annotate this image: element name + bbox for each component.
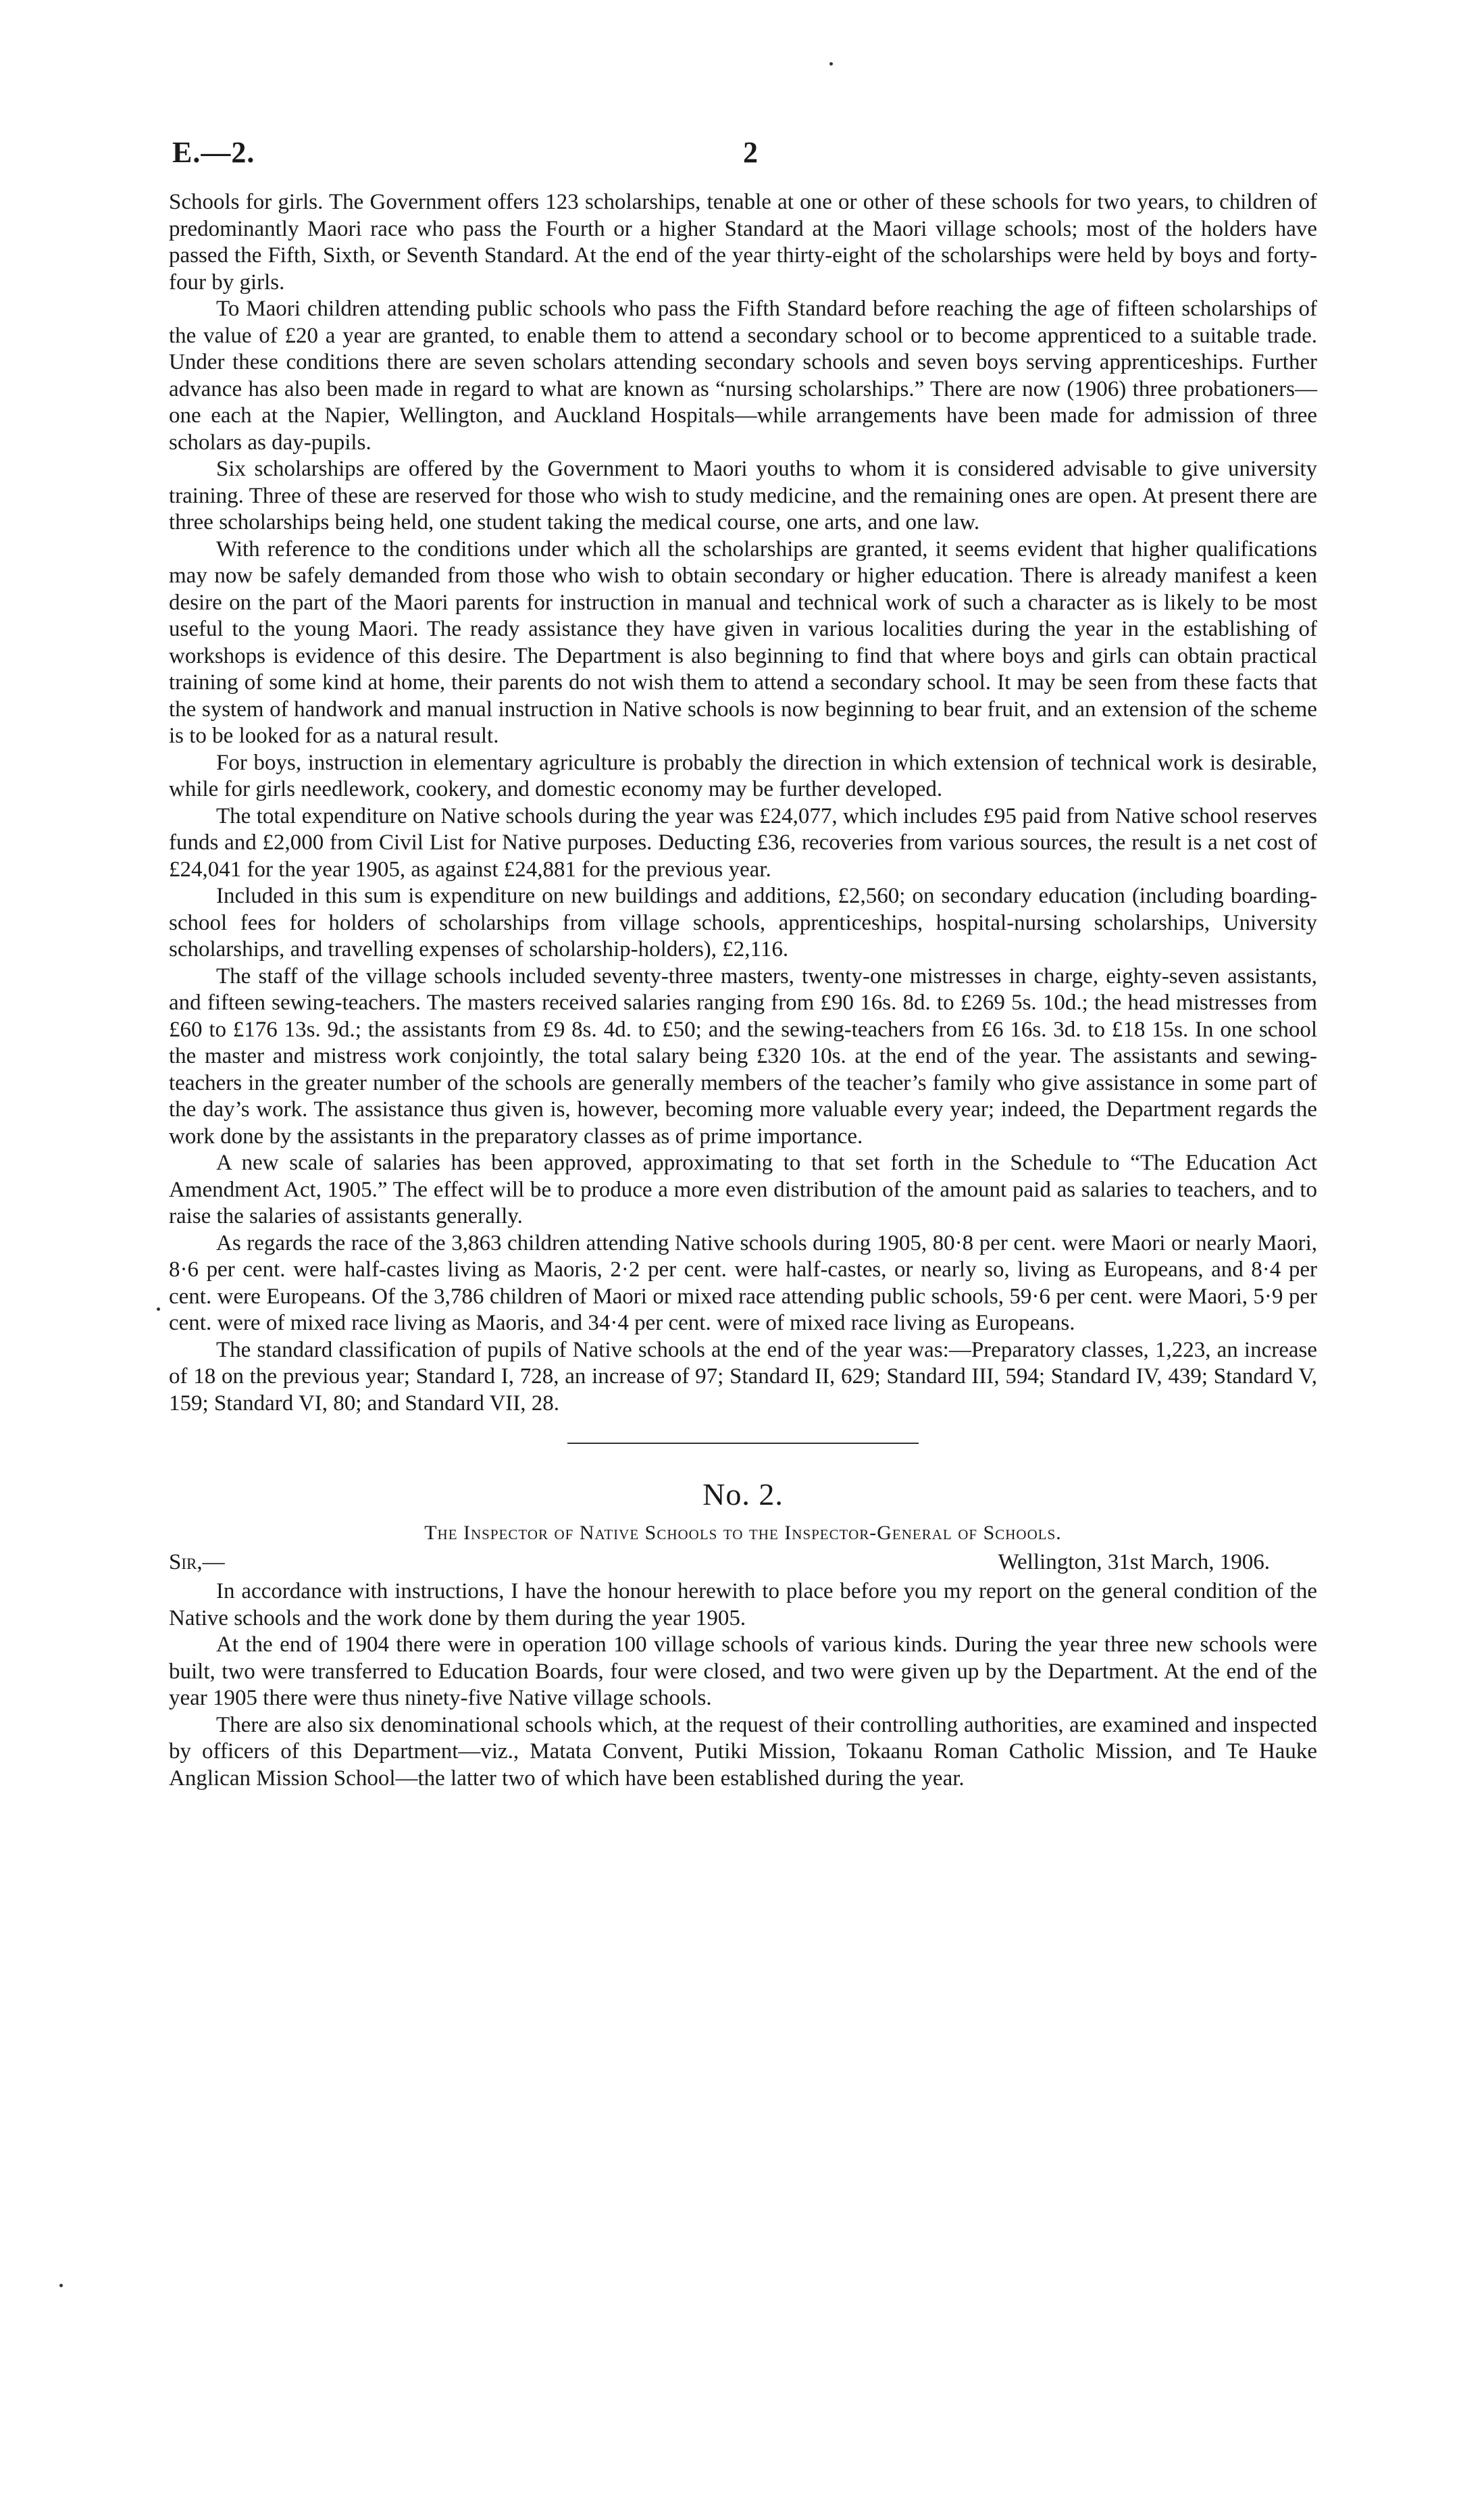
paragraph: As regards the race of the 3,863 children attending Native schools during 1905, 80·8 per cent. were Maori or nearly Maori, 8·6 per cent. were half-castes living as Maoris, 2·2 per cent. were half-castes, or nearly so, living as Europeans, and 8·4 per cent. were Europeans. Of the 3,786 children of Maori or mixed race attending public schools, 59·6 per cent. were Maori, 5·9 per cent. were of mixed race living as Maoris, and 34·4 per cent. were of mixed race living as Europeans. bbox=[169, 1230, 1317, 1335]
section-number: No. 2. bbox=[702, 1477, 784, 1512]
scan-speck bbox=[59, 2284, 63, 2287]
salutation-row bbox=[169, 1550, 1317, 1578]
dateline: Wellington, 31st March, 1906. bbox=[998, 1550, 1270, 1574]
paragraph: Six scholarships are offered by the Government to Maori youths to whom it is considered advisable to give university training. Three of these are reserved for those who wish to study medicine, and the remaining ones are open. At present there are three scholarships being held, one student taking the medical course, one arts, and one law. bbox=[169, 457, 1317, 534]
paragraph: The staff of the village schools included seventy-three masters, twenty-one mistresses in charge, eighty-seven assistants, and fifteen sewing-teachers. The masters received salaries ranging from £90 16s. 8d. to £269 5s. 10d.; the head mistresses from £60 to £176 13s. 9d.; the assistants from £9 8s. 4d. to £50; and the sewing-teachers from £6 16s. 3d. to £18 15s. In one school the master and mistress work conjointly, the total salary being £320 10s. at the end of the year. The assistants and sewing-teachers in the greater number of the schools are generally members of the teacher’s family who give assistance in some part of the day’s work. The assistance thus given is, however, becoming more valuable every year; indeed, the Department regards the work done by the assistants in the preparatory classes as of prime importance. bbox=[169, 964, 1317, 1149]
paragraph: For boys, instruction in elementary agriculture is probably the direction in which extension of technical work is desirable, while for girls needlework, cookery, and domestic economy may be further developed. bbox=[169, 750, 1317, 801]
page-number: 2 bbox=[743, 136, 758, 169]
paragraph: Schools for girls. The Government offers 123 scholarships, tenable at one or other of these schools for two years, to children of predominantly Maori race who pass the Fourth or a higher Standard at the Maori village schools; most of the holders have passed the Fifth, Sixth, or Seventh Standard. At the end of the year thirty-eight of the scholarships were held by boys and forty-four by girls. bbox=[169, 190, 1317, 295]
letter-body bbox=[169, 1578, 1317, 1792]
paragraph: A new scale of salaries has been approved, approximating to that set forth in the Schedule to “The Education Act Amendment Act, 1905.” The effect will be to produce a more even distribution of the amount paid as salaries to teachers, and to raise the salaries of assistants generally. bbox=[169, 1151, 1317, 1228]
report-body bbox=[169, 189, 1317, 1417]
letter-heading: The Inspector of Native Schools to the Inspector-General of Schools. bbox=[424, 1522, 1062, 1544]
salutation: Sir,— bbox=[169, 1550, 225, 1574]
paragraph: With reference to the conditions under which all the scholarships are granted, it seems evident that higher qualifications may now be safely demanded from those who wish to obtain secondary or higher education. There is already manifest a keen desire on the part of the Maori parents for instruction in manual and technical work of such a character as is likely to be most useful to the young Maori. The ready assistance they have given in various localities during the year in the establishing of workshops is evidence of this desire. The Department is also beginning to find that where boys and girls can obtain practical training of some kind at home, their parents do not wish them to attend a secondary school. It may be seen from these facts that the system of handwork and manual instruction in Native schools is now beginning to bear fruit, and an extension of the scheme is to be looked for as a natural result. bbox=[169, 536, 1317, 748]
section-divider bbox=[567, 1443, 919, 1444]
paragraph: There are also six denominational schools which, at the request of their controlling authorities, are examined and inspected by officers of this Department—viz., Matata Convent, Putiki Mission, Tokaanu Roman Catholic Mission, and Te Hauke Anglican Mission School—the latter two of which have been established during the year. bbox=[169, 1712, 1317, 1791]
page-header bbox=[169, 135, 1317, 182]
scan-speck bbox=[157, 1307, 160, 1311]
paragraph: In accordance with instructions, I have the honour herewith to place before you my report on the general condition of the Native schools and the work done by them during the year 1905. bbox=[169, 1579, 1317, 1630]
paragraph: To Maori children attending public schools who pass the Fifth Standard before reaching the age of fifteen scholarships of the value of £20 a year are granted, to enable them to attend a secondary school or to become apprenticed to a suitable trade. Under these conditions there are seven scholars attending secondary schools and seven boys serving apprenticeships. Further advance has also been made in regard to what are known as “nursing scholarships.” There are now (1906) three probationers—one each at the Napier, Wellington, and Auckland Hospitals—while arrangements have been made for admission of three scholars as day-pupils. bbox=[169, 297, 1317, 455]
document-reference: E.—2. bbox=[172, 136, 255, 169]
paragraph: Included in this sum is expenditure on new buildings and additions, £2,560; on secondary education (including boarding-school fees for holders of scholarships from village schools, apprenticeships, hospital-nursing scholarships, University scholarships, and travelling expenses of scholarship-holders), £2,116. bbox=[169, 884, 1317, 961]
document-page bbox=[169, 135, 1317, 1792]
paragraph: The total expenditure on Native schools during the year was £24,077, which includes £95 paid from Native school reserves funds and £2,000 from Civil List for Native purposes. Deducting £36, recoveries from various sources, the result is a net cost of £24,041 for the year 1905, as against £24,881 for the previous year. bbox=[169, 803, 1317, 882]
scan-speck bbox=[829, 62, 833, 66]
paragraph: At the end of 1904 there were in operation 100 village schools of various kinds. During the year three new schools were built, two were transferred to Education Boards, four were closed, and two were given up by the Department. At the end of the year 1905 there were thus ninety-five Native village schools. bbox=[169, 1632, 1317, 1710]
paragraph: The standard classification of pupils of Native schools at the end of the year was:—Preparatory classes, 1,223, an increase of 18 on the previous year; Standard I, 728, an increase of 97; Standard II, 629; Standard III, 594; Standard IV, 439; Standard V, 159; Standard VI, 80; and Standard VII, 28. bbox=[169, 1337, 1317, 1416]
